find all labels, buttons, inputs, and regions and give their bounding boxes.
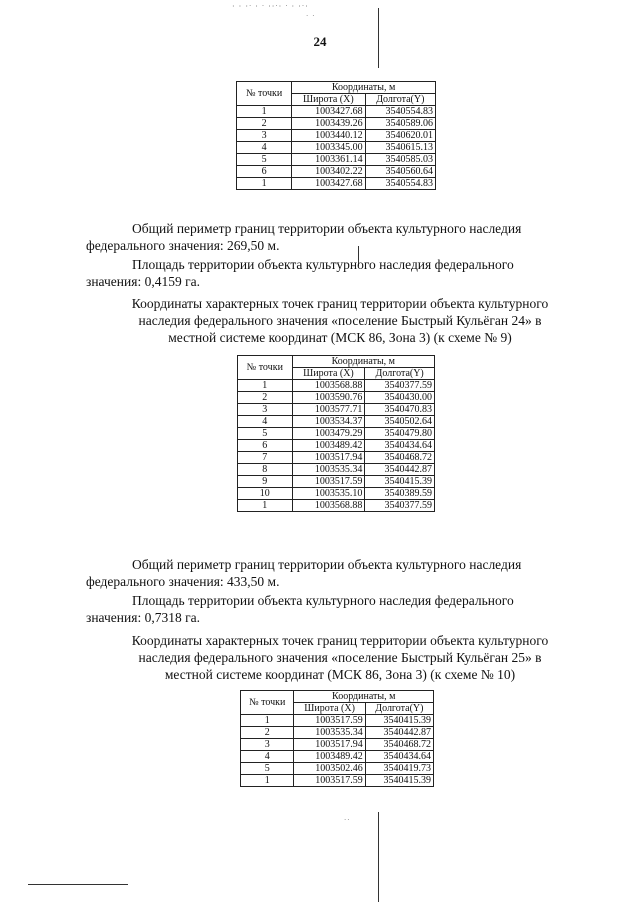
point-number-cell: 1 (237, 106, 292, 118)
coordinates-table-1 (236, 81, 436, 190)
header-lon: Долгота(Y) (365, 368, 435, 380)
heading-24-line-2: наследия федерального значения «поселение Быстрый Кульёган 24» в (138, 313, 542, 328)
table-row (238, 392, 435, 404)
header-lon: Долгота(Y) (365, 94, 435, 106)
point-number-cell: 4 (241, 751, 294, 763)
latitude-cell: 1003535.34 (294, 727, 365, 739)
latitude-cell: 1003535.34 (292, 464, 365, 476)
table-row (238, 404, 435, 416)
longitude-cell: 3540589.06 (365, 118, 435, 130)
perimeter-line-2: федерального значения: 269,50 м. (86, 238, 280, 253)
header-lat: Широта (Х) (294, 703, 365, 715)
heading-25-line-1: Координаты характерных точек границ территории объекта культурного (131, 633, 549, 648)
latitude-cell: 1003345.00 (292, 142, 365, 154)
point-number-cell: 3 (241, 739, 294, 751)
longitude-cell: 3540585.03 (365, 154, 435, 166)
page-number: 24 (313, 34, 327, 49)
table-row (237, 166, 436, 178)
header-coords: Координаты, м (292, 82, 436, 94)
point-number-cell: 5 (241, 763, 294, 775)
table-row (237, 130, 436, 142)
latitude-cell: 1003361.14 (292, 154, 365, 166)
latitude-cell: 1003517.94 (292, 452, 365, 464)
longitude-cell: 3540554.83 (365, 106, 435, 118)
longitude-cell: 3540615.13 (365, 142, 435, 154)
area-line-2: значения: 0,7318 га. (86, 610, 200, 625)
longitude-cell: 3540554.83 (365, 178, 435, 190)
point-number-cell: 9 (238, 476, 293, 488)
table-row (241, 739, 434, 751)
header-lon: Долгота(Y) (365, 703, 433, 715)
latitude-cell: 1003427.68 (292, 106, 365, 118)
latitude-cell: 1003517.94 (294, 739, 365, 751)
point-number-cell: 1 (241, 775, 294, 787)
latitude-cell: 1003517.59 (292, 476, 365, 488)
longitude-cell: 3540377.59 (365, 500, 435, 512)
table-row (241, 727, 434, 739)
point-number-cell: 4 (238, 416, 293, 428)
point-number-cell: 4 (237, 142, 292, 154)
area-line-2: значения: 0,4159 га. (86, 274, 200, 289)
point-number-cell: 1 (238, 380, 293, 392)
latitude-cell: 1003502.46 (294, 763, 365, 775)
latitude-cell: 1003535.10 (292, 488, 365, 500)
longitude-cell: 3540502.64 (365, 416, 435, 428)
scan-noise-bottom: ˑˑ (344, 816, 351, 825)
table-row (241, 751, 434, 763)
latitude-cell: 1003517.59 (294, 715, 365, 727)
point-number-cell: 2 (241, 727, 294, 739)
header-coords: Координаты, м (292, 356, 434, 368)
table-row (241, 763, 434, 775)
longitude-cell: 3540419.73 (365, 763, 433, 775)
table-row (238, 428, 435, 440)
longitude-cell: 3540377.59 (365, 380, 435, 392)
coordinates-table-3 (240, 690, 434, 787)
point-number-cell: 7 (238, 452, 293, 464)
scan-vertical-line-bottom (378, 812, 379, 902)
latitude-cell: 1003402.22 (292, 166, 365, 178)
longitude-cell: 3540415.39 (365, 775, 433, 787)
longitude-cell: 3540442.87 (365, 727, 433, 739)
latitude-cell: 1003568.88 (292, 500, 365, 512)
table-row (238, 476, 435, 488)
point-number-cell: 3 (238, 404, 293, 416)
point-number-cell: 5 (237, 154, 292, 166)
latitude-cell: 1003577.71 (292, 404, 365, 416)
point-number-cell: 8 (238, 464, 293, 476)
latitude-cell: 1003568.88 (292, 380, 365, 392)
point-number-cell: 6 (237, 166, 292, 178)
point-number-cell: 2 (238, 392, 293, 404)
scan-noise-top: · · ·ˑ · ˑ ··ˑ· ˑ · ·ˑ· (232, 2, 309, 11)
latitude-cell: 1003439.26 (292, 118, 365, 130)
header-point: № точки (237, 82, 292, 106)
table-row (237, 106, 436, 118)
heading-24-line-1: Координаты характерных точек границ территории объекта культурного (131, 296, 549, 311)
point-number-cell: 1 (241, 715, 294, 727)
perimeter-line-1: Общий периметр границ территории объекта культурного наследия (132, 557, 522, 572)
section-heading-25 (96, 632, 584, 683)
area-paragraph-2 (86, 592, 582, 626)
latitude-cell: 1003489.42 (294, 751, 365, 763)
longitude-cell: 3540434.64 (365, 751, 433, 763)
latitude-cell: 1003590.76 (292, 392, 365, 404)
table-row (238, 440, 435, 452)
point-number-cell: 6 (238, 440, 293, 452)
area-paragraph-1 (86, 256, 582, 290)
perimeter-paragraph-1 (86, 220, 582, 254)
table-row (238, 488, 435, 500)
latitude-cell: 1003489.42 (292, 440, 365, 452)
section-heading-24 (96, 295, 584, 346)
latitude-cell: 1003427.68 (292, 178, 365, 190)
longitude-cell: 3540415.39 (365, 476, 435, 488)
table-row (237, 118, 436, 130)
table-row (237, 178, 436, 190)
longitude-cell: 3540442.87 (365, 464, 435, 476)
header-lat: Широта (Х) (292, 94, 365, 106)
scan-noise-mark: ˑ ˑ (306, 12, 316, 21)
table-row (237, 154, 436, 166)
latitude-cell: 1003479.29 (292, 428, 365, 440)
table-row (241, 775, 434, 787)
area-line-1: Площадь территории объекта культурного наследия федерального (132, 257, 514, 272)
perimeter-paragraph-2 (86, 556, 582, 590)
heading-25-line-3: местной системе координат (МСК 86, Зона 3) (к схеме № 10) (164, 667, 516, 682)
header-lat: Широта (Х) (292, 368, 365, 380)
longitude-cell: 3540479.80 (365, 428, 435, 440)
latitude-cell: 1003534.37 (292, 416, 365, 428)
point-number-cell: 1 (238, 500, 293, 512)
table-row (237, 142, 436, 154)
point-number-cell: 1 (237, 178, 292, 190)
table-row (238, 464, 435, 476)
table-row (238, 500, 435, 512)
point-number-cell: 2 (237, 118, 292, 130)
point-number-cell: 3 (237, 130, 292, 142)
longitude-cell: 3540620.01 (365, 130, 435, 142)
heading-24-line-3: местной системе координат (МСК 86, Зона 3) (к схеме № 9) (168, 330, 512, 345)
header-point: № точки (241, 691, 294, 715)
perimeter-line-2: федерального значения: 433,50 м. (86, 574, 280, 589)
longitude-cell: 3540389.59 (365, 488, 435, 500)
heading-25-line-2: наследия федерального значения «поселение Быстрый Кульёган 25» в (138, 650, 542, 665)
table-row (238, 380, 435, 392)
longitude-cell: 3540434.64 (365, 440, 435, 452)
longitude-cell: 3540468.72 (365, 739, 433, 751)
longitude-cell: 3540430.00 (365, 392, 435, 404)
area-line-1: Площадь территории объекта культурного наследия федерального (132, 593, 514, 608)
header-point: № точки (238, 356, 293, 380)
scan-horizontal-line-bottom (28, 884, 128, 885)
perimeter-line-1: Общий периметр границ территории объекта культурного наследия (132, 221, 522, 236)
latitude-cell: 1003517.59 (294, 775, 365, 787)
point-number-cell: 10 (238, 488, 293, 500)
longitude-cell: 3540560.64 (365, 166, 435, 178)
latitude-cell: 1003440.12 (292, 130, 365, 142)
coordinates-table-2 (237, 355, 435, 512)
longitude-cell: 3540415.39 (365, 715, 433, 727)
point-number-cell: 5 (238, 428, 293, 440)
longitude-cell: 3540468.72 (365, 452, 435, 464)
header-coords: Координаты, м (294, 691, 434, 703)
table-row (241, 715, 434, 727)
table-row (238, 416, 435, 428)
table-row (238, 452, 435, 464)
longitude-cell: 3540470.83 (365, 404, 435, 416)
